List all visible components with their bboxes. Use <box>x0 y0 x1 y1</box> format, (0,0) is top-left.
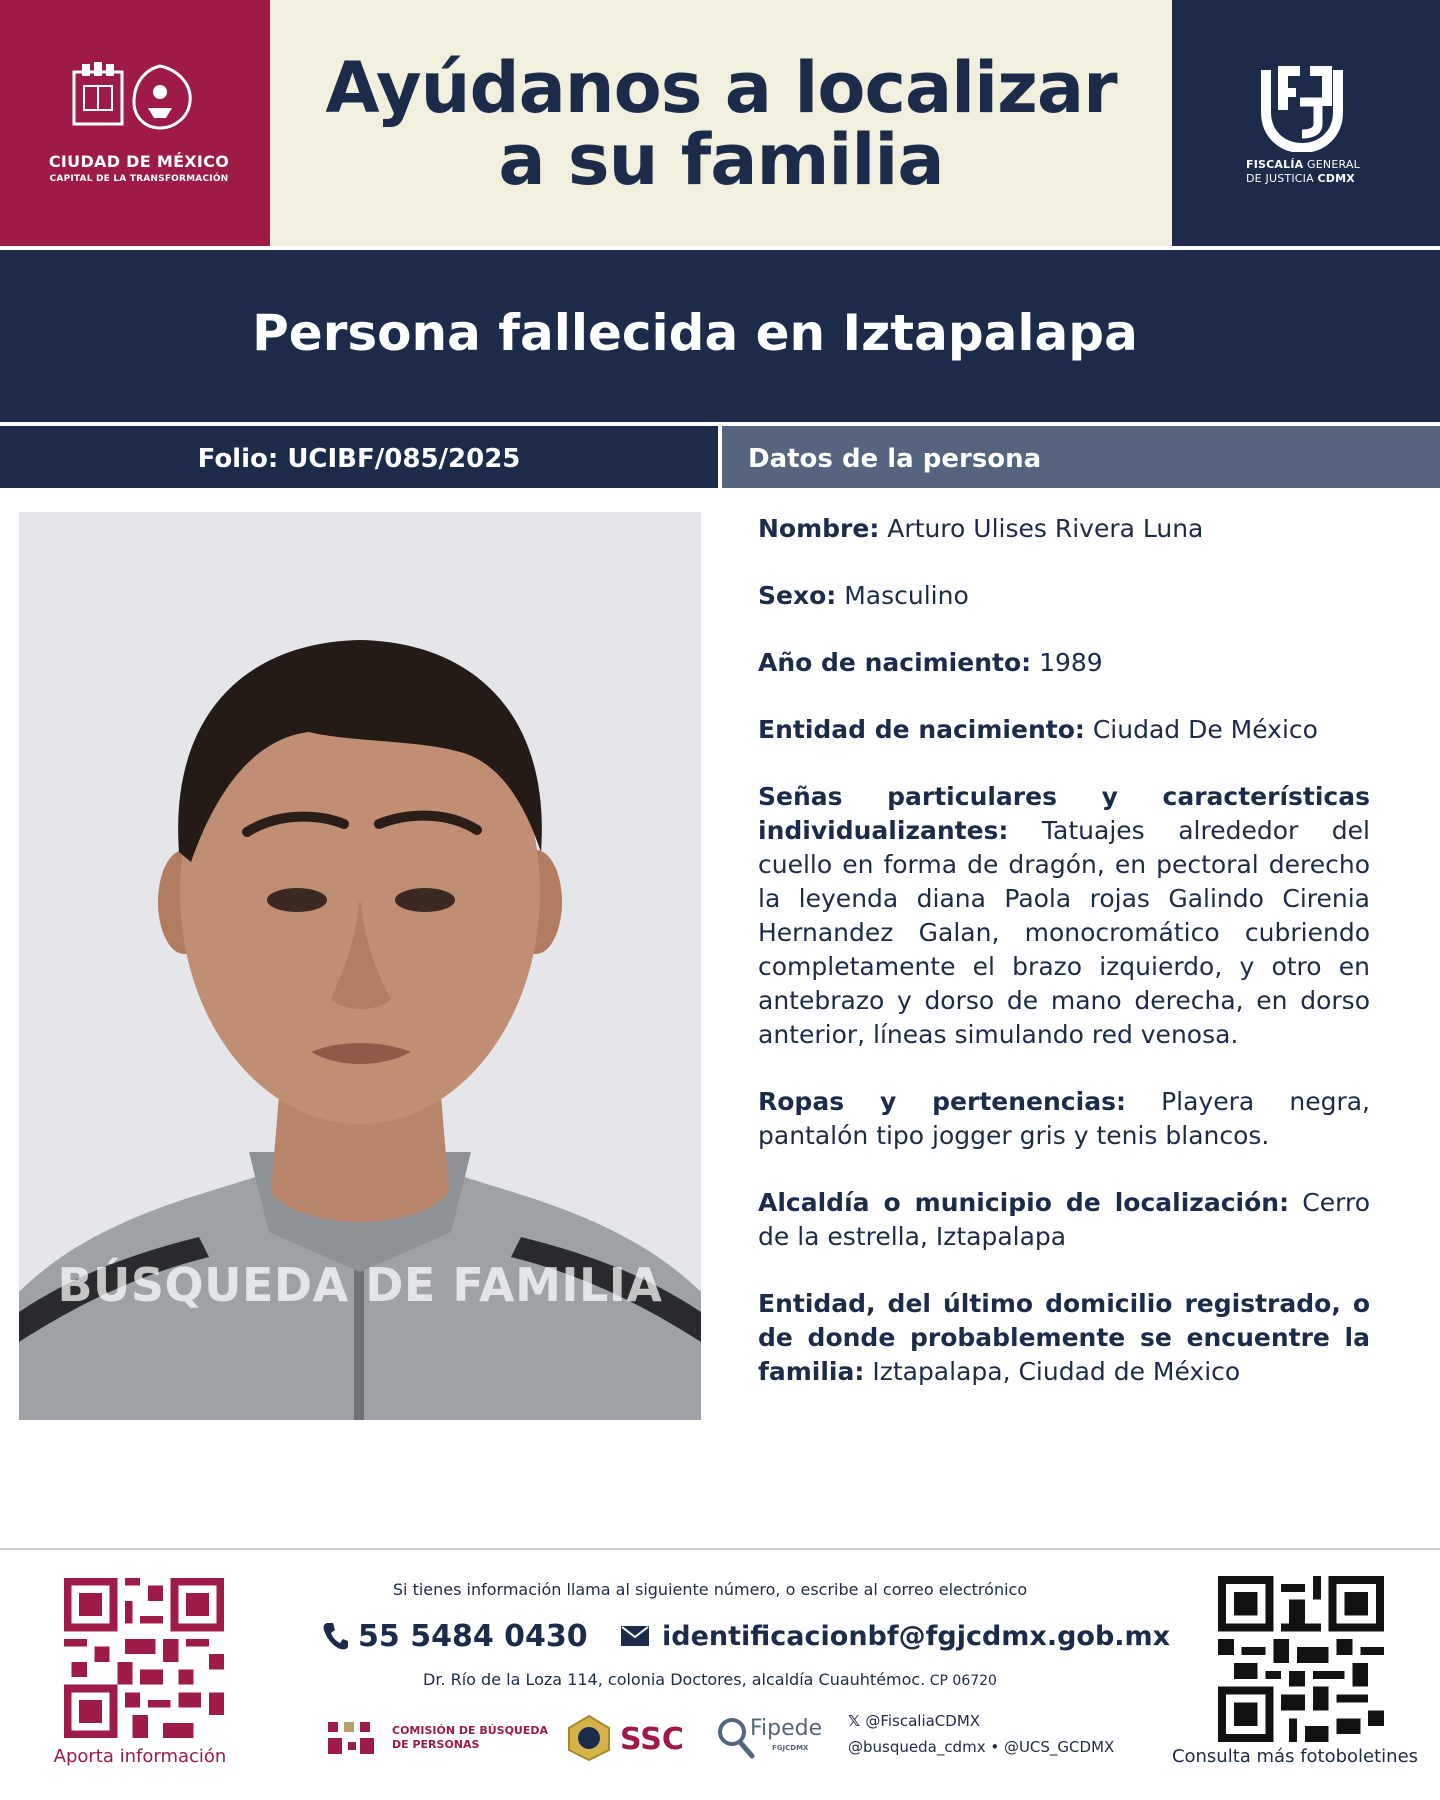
detail-value: 1989 <box>1031 648 1103 677</box>
detail-label: Año de nacimiento: <box>758 648 1032 677</box>
qr-code-report-icon[interactable] <box>64 1578 224 1738</box>
detail-birth-entity <box>758 713 1370 747</box>
detail-marks <box>758 780 1370 1052</box>
folio-bar <box>0 426 718 488</box>
detail-value: Ciudad De México <box>1084 715 1318 744</box>
phone-icon <box>322 1621 348 1651</box>
cdmx-panel <box>0 0 270 246</box>
detail-sex <box>758 579 1370 613</box>
detail-label: Alcaldía o municipio de localización: <box>758 1188 1290 1217</box>
detail-name <box>758 512 1370 546</box>
folio: Folio: UCIBF/085/2025 <box>197 444 521 474</box>
footer-info: Si tienes información llama al siguiente número, o escribe al correo electrónico <box>392 1580 1028 1599</box>
qr-report-caption[interactable]: Aporta información <box>53 1746 227 1767</box>
partner-logos <box>324 1710 1124 1766</box>
mail-icon <box>620 1625 650 1647</box>
banner-title: Persona fallecida en Iztapalapa <box>252 304 1138 362</box>
fgj-emblem-icon <box>1260 62 1344 152</box>
fipede-sub: FGJCDMX <box>772 1744 809 1752</box>
address <box>300 1670 1120 1689</box>
fgj-name-rest-1: GENERAL <box>1303 158 1360 171</box>
detail-location <box>758 1186 1370 1254</box>
headline-line-2: a su familia <box>498 119 944 201</box>
headline-panel <box>270 0 1172 246</box>
email-address[interactable]: identificacionbf@fgjcdmx.gob.mx <box>662 1620 1171 1652</box>
detail-value: Playera negra, pantalón tipo jogger gris y tenis blancos. <box>758 1087 1370 1150</box>
detail-value: Masculino <box>836 581 969 610</box>
social-x[interactable] <box>848 1712 980 1730</box>
datos-bar <box>722 426 1440 488</box>
detail-label: Entidad de nacimiento: <box>758 715 1085 744</box>
cdmx-name: CIUDAD DE MÉXICO <box>48 152 230 171</box>
status-banner <box>0 250 1440 422</box>
detail-label: Señas particulares y características individualizantes: <box>758 782 1370 845</box>
cbp-logo-icon <box>324 1720 380 1756</box>
fgj-panel <box>1172 0 1440 246</box>
detail-label: Nombre: <box>758 514 880 543</box>
cbp-line-2: DE PERSONAS <box>392 1738 480 1751</box>
social-x-handle[interactable]: @FiscaliaCDMX <box>865 1712 981 1730</box>
person-details <box>758 512 1370 1422</box>
cdmx-tagline: CAPITAL DE LA TRANSFORMACIÓN <box>49 174 229 184</box>
headline-line-1: Ayúdanos a localizar <box>325 47 1117 129</box>
header <box>0 0 1440 246</box>
footer-divider <box>0 1548 1440 1550</box>
detail-label: Ropas y pertenencias: <box>758 1087 1126 1116</box>
detail-label: Entidad, del último domicilio registrado, o de donde probablemente se encuentre la familia: <box>758 1289 1370 1386</box>
cbp-line-1: COMISIÓN DE BÚSQUEDA <box>392 1724 549 1737</box>
person-photo <box>19 512 701 1420</box>
qr-code-bulletins-icon[interactable] <box>1218 1576 1384 1742</box>
phone-number[interactable]: 55 5484 0430 <box>358 1618 588 1654</box>
fipede-name: Fipede <box>750 1716 823 1741</box>
detail-label: Sexo: <box>758 581 837 610</box>
fgj-name-bold-2: CDMX <box>1317 172 1355 185</box>
ssc-badge-icon <box>566 1714 612 1762</box>
detail-value: Tatuajes alrededor del cuello en forma de dragón, en pectoral derecho la leyenda diana Paola rojas Galindo Cirenia Hernandez Galan, monocromático cubriendo completamente el brazo izquierdo, y otro en antebrazo y dorso de mano derecha, en dorso anterior, líneas simulando red venosa. <box>758 816 1370 1049</box>
watermark: BÚSQUEDA DE FAMILIA <box>57 1258 663 1312</box>
detail-birth-year <box>758 646 1370 680</box>
fgj-name-rest-2: DE JUSTICIA <box>1246 172 1318 185</box>
postal-code: CP 06720 <box>925 1673 997 1689</box>
detail-value: Arturo Ulises Rivera Luna <box>879 514 1204 543</box>
headline <box>270 47 1172 201</box>
detail-value: Cerro de la estrella, Iztapalapa <box>758 1188 1370 1251</box>
qr-bulletins-caption[interactable]: Consulta más fotoboletines <box>1171 1746 1419 1767</box>
datos-heading: Datos de la persona <box>748 444 1042 474</box>
social-other[interactable]: @busqueda_cdmx • @UCS_GCDMX <box>848 1738 1115 1756</box>
phone-contact[interactable] <box>322 1614 588 1658</box>
cbp-name <box>392 1724 548 1752</box>
detail-clothing <box>758 1085 1370 1153</box>
fgj-name-bold-1: FISCALÍA <box>1246 158 1304 171</box>
address-line: Dr. Río de la Loza 114, colonia Doctores, alcaldía Cuauhtémoc. <box>423 1670 926 1689</box>
detail-value: Iztapalapa, Ciudad de México <box>864 1357 1241 1386</box>
detail-family-entity <box>758 1287 1370 1389</box>
ssc-name: SSC <box>620 1722 684 1757</box>
fgj-name <box>1246 158 1360 186</box>
x-icon: 𝕏 <box>848 1712 866 1730</box>
email-contact[interactable] <box>620 1614 1170 1658</box>
cdmx-emblem-icon <box>70 62 200 132</box>
